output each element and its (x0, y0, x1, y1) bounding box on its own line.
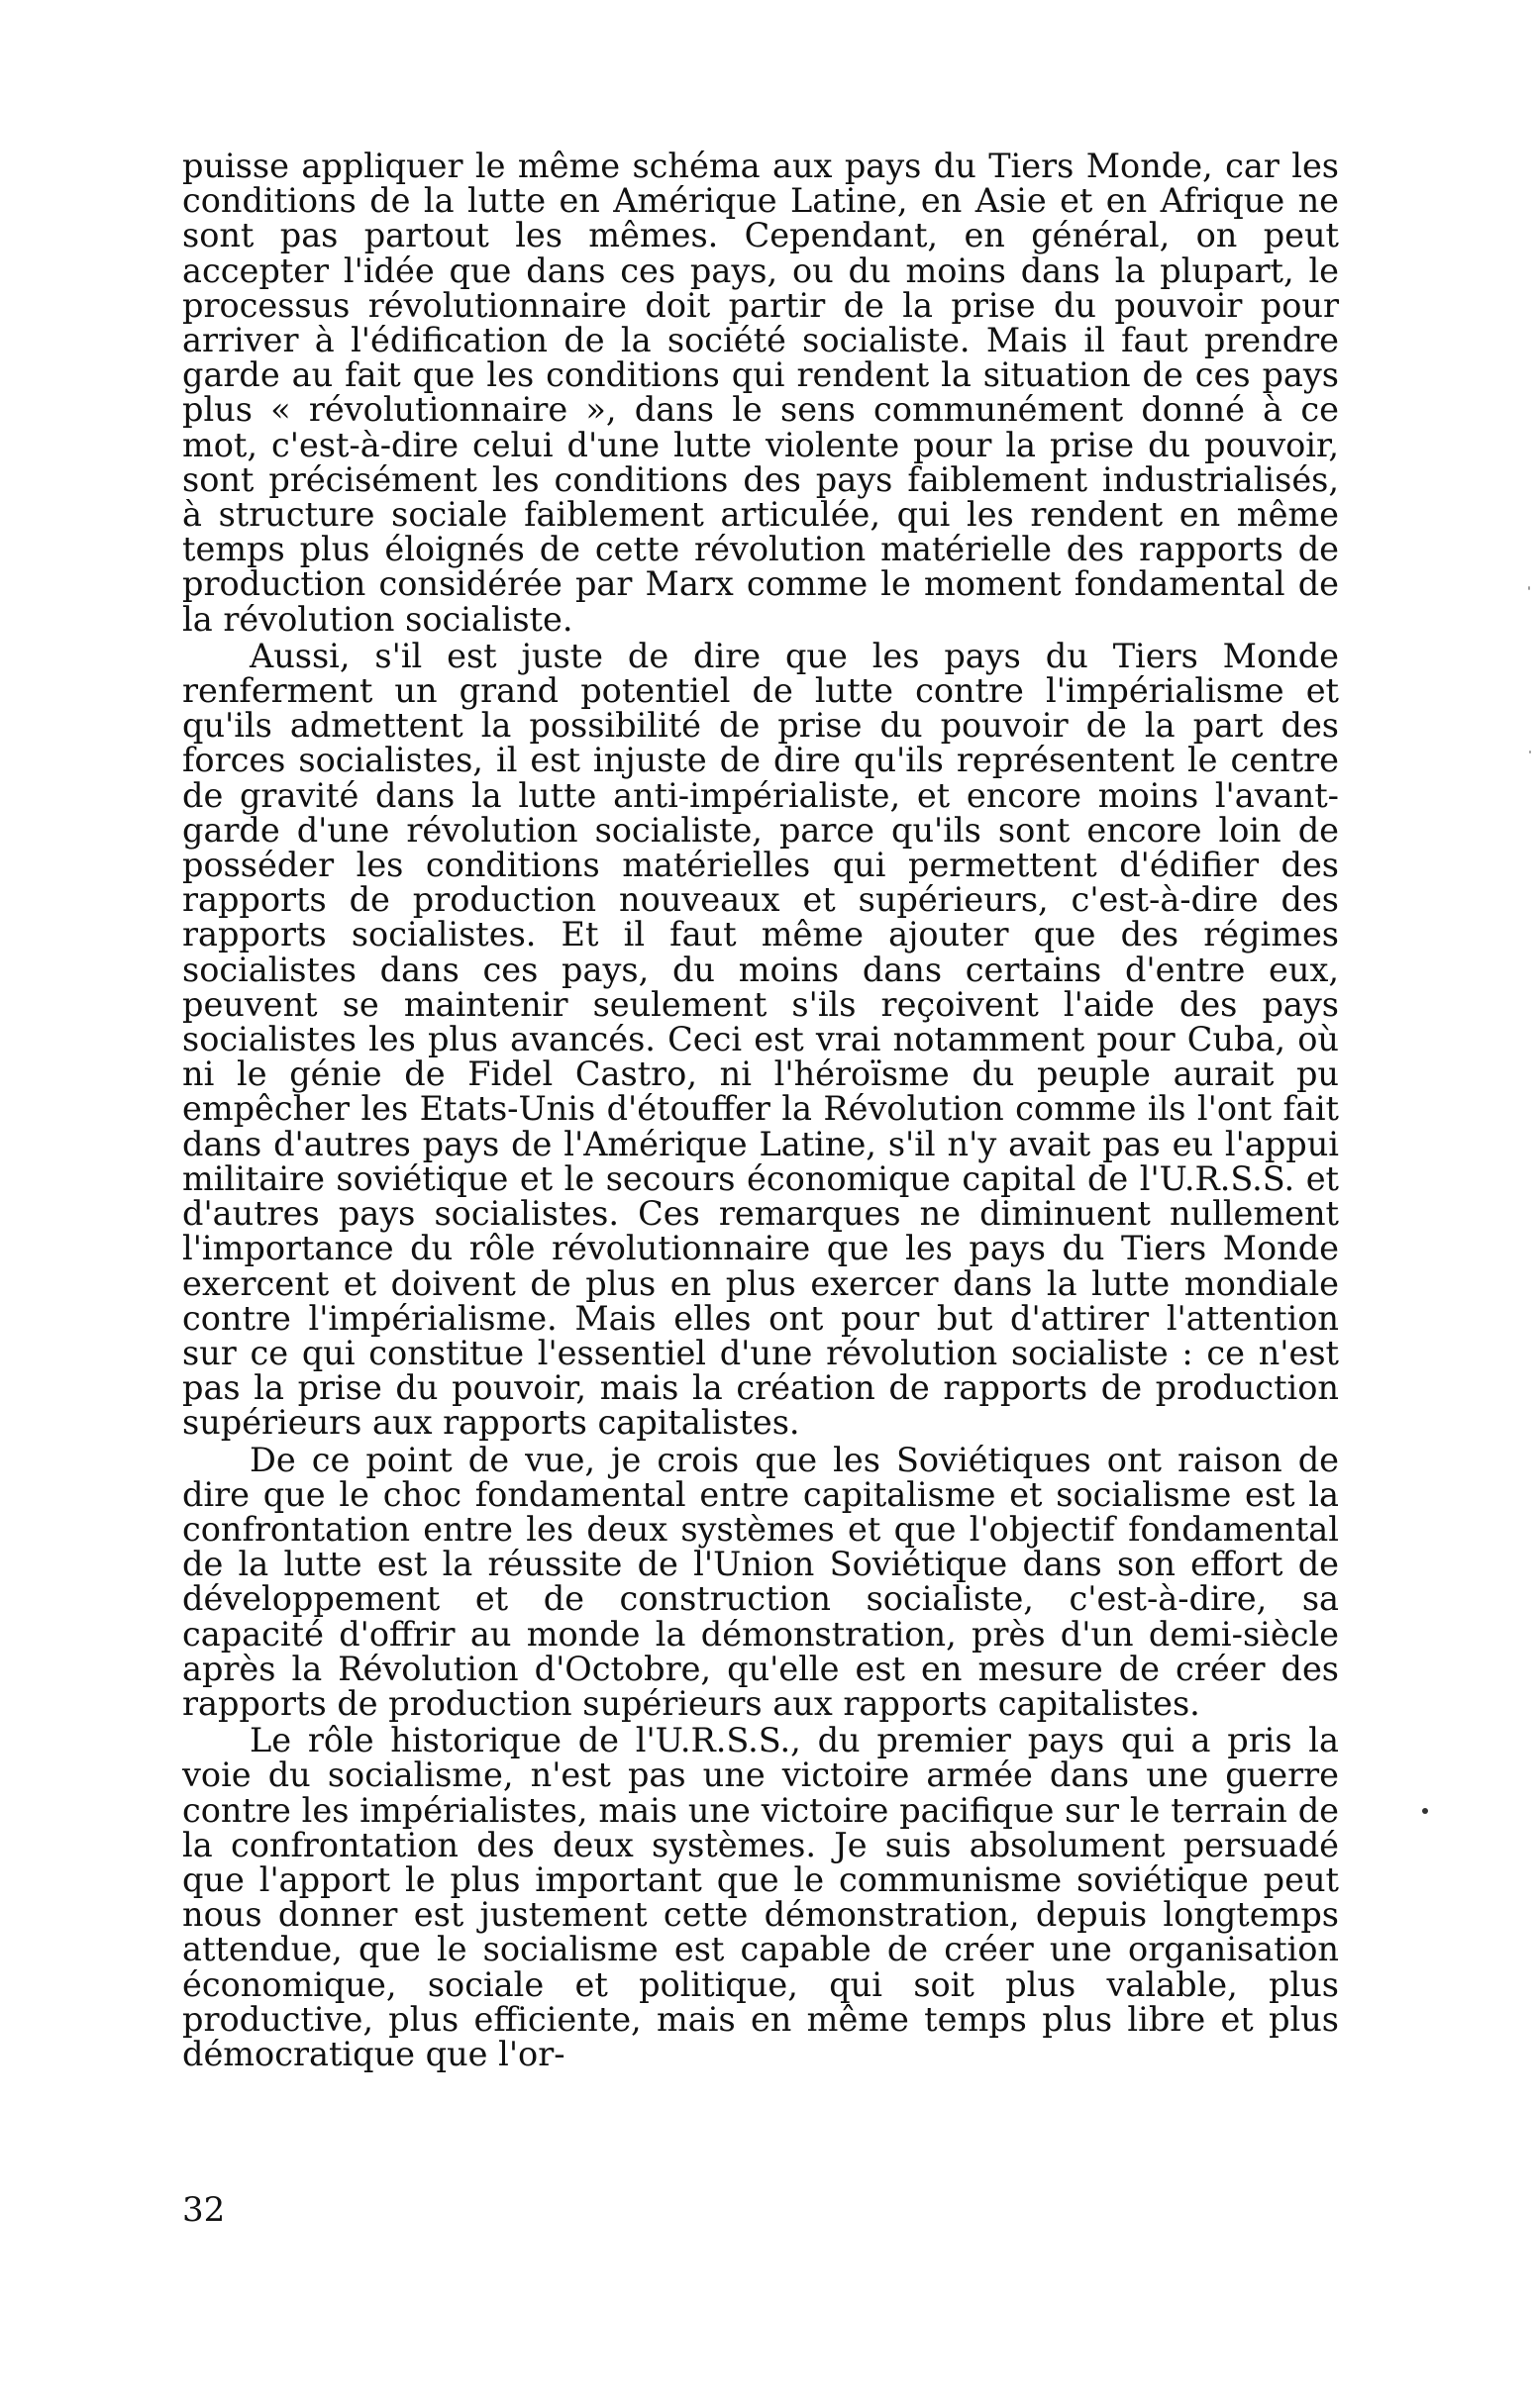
body-text (182, 149, 1339, 2071)
ink-speck (1422, 1808, 1428, 1814)
paragraph-2: Aussi, s'il est juste de dire que les pays du Tiers Monde renferment un grand potentiel de lutte contre l'impérialisme et qu'ils admettent la possibilité de prise du pouvoir de la part des forces socialistes, il est injuste de dire qu'ils représentent le centre de gravité dans la lutte anti-impérialiste, et encore moins l'avant-garde d'une révolution socialiste, parce qu'ils sont encore loin de posséder les conditions matérielles qui permettent d'édifier des rapports de production nouveaux et supérieurs, c'est-à-dire des rapports socialistes. Et il faut même ajouter que des régimes socialistes dans ces pays, du moins dans certains d'entre eux, peuvent se maintenir seulement s'ils reçoivent l'aide des pays socialistes les plus avancés. Ceci est vrai notamment pour Cuba, où ni le génie de Fidel Castro, ni l'héroïsme du peuple aurait pu empêcher les Etats-Unis d'étouffer la Révolution comme ils l'ont fait dans d'autres pays de l'Amérique Latine, s'il n'y avait pas eu l'appui militaire soviétique et le secours économique capital de l'U.R.S.S. et d'autres pays socialistes. Ces remarques ne diminuent nullement l'importance du rôle révolutionnaire que les pays du Tiers Monde exercent et doivent de plus en plus exercer dans la lutte mondiale contre l'impérialisme. Mais elles ont pour but d'attirer l'attention sur ce qui constitue l'essentiel d'une révolution socialiste : ce n'est pas la prise du pouvoir, mais la création de rapports de production supérieurs aux rapports capitalistes. (182, 636, 1339, 1443)
paragraph-4: Le rôle historique de l'U.R.S.S., du premier pays qui a pris la voie du socialisme, n'est pas une victoire armée dans une guerre contre les impérialistes, mais une victoire pacifique sur le terrain de la confrontation des deux systèmes. Je suis absolument persuadé que l'apport le plus important que le communisme soviétique peut nous donner est justement cette démonstration, depuis longtemps attendue, que le socialisme est capable de créer une organisation économique, sociale et politique, qui soit plus valable, plus productive, plus efficiente, mais en même temps plus libre et plus démocratique que l'or- (182, 1721, 1339, 2073)
scan-mark (1528, 586, 1530, 590)
paragraph-3: De ce point de vue, je crois que les Soviétiques ont raison de dire que le choc fondamental entre capitalisme et socialisme est la confrontation entre les deux systèmes et que l'objectif fondamental de la lutte est la réussite de l'Union Soviétique dans son effort de développement et de construction socialiste, c'est-à-dire, sa capacité d'offrir au monde la démonstration, près d'un demi-siècle après la Révolution d'Octobre, qu'elle est en mesure de créer des rapports de production supérieurs aux rapports capitalistes. (182, 1440, 1339, 1723)
page-number: 32 (182, 2190, 226, 2230)
scan-mark (1529, 751, 1531, 753)
paragraph-1: puisse appliquer le même schéma aux pays du Tiers Monde, car les conditions de la lutte en Amérique Latine, en Asie et en Afrique ne sont pas partout les mêmes. Cependant, en général, on peut accepter l'idée que dans ces pays, ou du moins dans la plupart, le processus révolutionnaire doit partir de la prise du pouvoir pour arriver à l'édification de la société socialiste. Mais il faut prendre garde au fait que les conditions qui rendent la situation de ces pays plus « révolutionnaire », dans le sens communément donné à ce mot, c'est-à-dire celui d'une lutte violente pour la prise du pouvoir, sont précisément les conditions des pays faiblement industrialisés, à structure sociale faiblement articulée, qui les rendent en même temps plus éloignés de cette révolution matérielle des rapports de production considérée par Marx comme le moment fondamental de la révolution socialiste. (182, 147, 1339, 639)
